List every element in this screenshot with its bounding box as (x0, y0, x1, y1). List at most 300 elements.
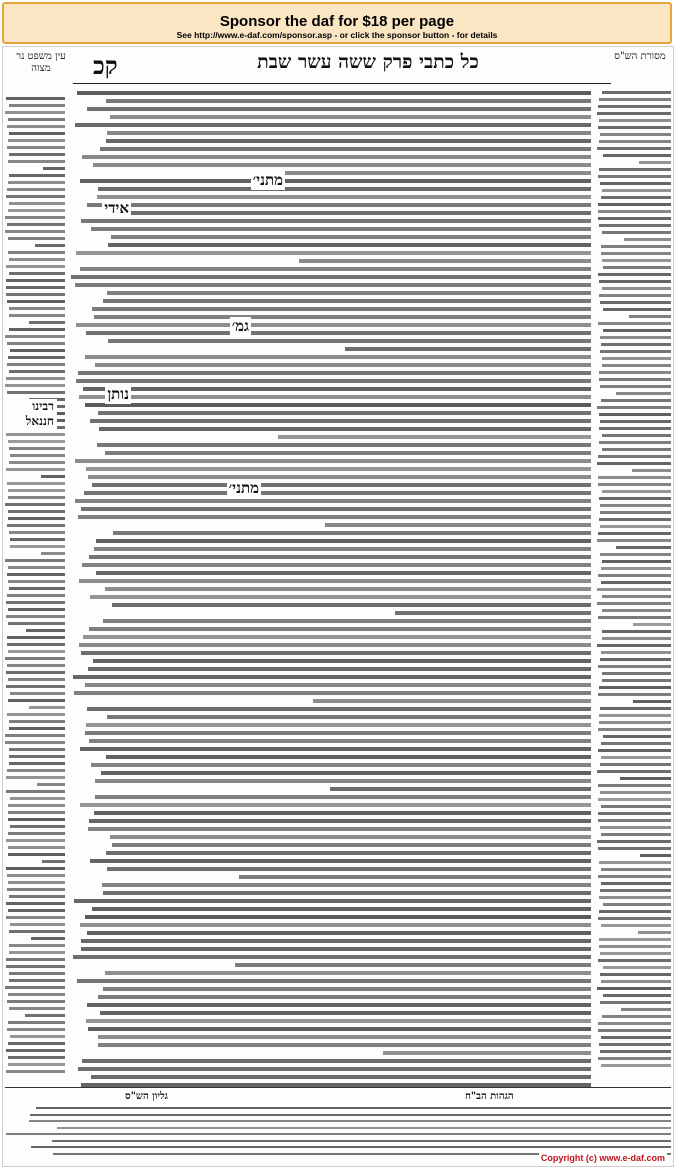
tosafot-keyword: אידי (104, 199, 129, 217)
text-line (325, 523, 591, 527)
text-line (107, 715, 591, 719)
text-line (601, 252, 671, 255)
text-line (89, 555, 591, 559)
text-line (8, 993, 65, 996)
text-line (5, 503, 65, 506)
text-line (8, 440, 65, 443)
text-line (105, 587, 591, 591)
text-line (598, 1029, 671, 1032)
text-line (80, 747, 591, 751)
text-line (597, 770, 671, 773)
text-line (598, 203, 671, 206)
text-line (90, 595, 591, 599)
text-line (85, 731, 591, 735)
text-line (602, 672, 671, 675)
text-line (8, 517, 65, 520)
text-line (78, 371, 591, 375)
text-line (9, 202, 65, 205)
header-rule (73, 83, 611, 84)
text-line (6, 468, 65, 471)
text-line (638, 931, 671, 934)
text-line (101, 771, 591, 775)
text-line (6, 685, 65, 688)
gilyon-hashas-title: גליון הש"ס (125, 1091, 168, 1102)
gemara-keyword: גמ׳ (231, 317, 249, 335)
text-line (239, 875, 591, 879)
text-line (600, 889, 671, 892)
text-line (313, 699, 591, 703)
text-line (94, 811, 591, 815)
text-line (598, 875, 671, 878)
text-line (26, 629, 65, 632)
text-line (395, 611, 591, 615)
text-line (602, 679, 671, 682)
text-line (5, 559, 65, 562)
text-line (598, 917, 671, 920)
text-line (598, 105, 671, 108)
text-line (8, 622, 65, 625)
footer-rule (5, 1087, 671, 1088)
text-line (81, 947, 591, 951)
text-line (598, 574, 671, 577)
sponsor-banner[interactable] (2, 2, 672, 44)
text-line (7, 188, 65, 191)
text-line (602, 189, 671, 192)
text-line (602, 560, 671, 563)
text-line (5, 111, 65, 114)
text-line (599, 497, 671, 500)
text-line (91, 1075, 591, 1079)
text-line (98, 187, 591, 191)
text-line (110, 835, 591, 839)
text-line (6, 279, 65, 282)
text-line (598, 798, 671, 801)
text-line (6, 377, 65, 380)
daf-number: קכ (93, 51, 118, 80)
text-line (6, 916, 65, 919)
text-line (7, 874, 65, 877)
text-line (8, 811, 65, 814)
text-line (8, 678, 65, 681)
text-line (10, 538, 65, 541)
text-line (89, 627, 591, 631)
text-line (601, 924, 671, 927)
text-line (235, 963, 591, 967)
text-line (6, 433, 65, 436)
text-line (600, 504, 671, 507)
text-line (75, 283, 591, 287)
text-line (600, 826, 671, 829)
text-line (10, 545, 65, 548)
text-line (597, 840, 671, 843)
text-line (598, 749, 671, 752)
text-line (600, 133, 671, 136)
text-line (9, 895, 65, 898)
text-line (602, 287, 671, 290)
text-line (602, 1015, 671, 1018)
text-line (599, 441, 671, 444)
text-line (95, 363, 591, 367)
text-line (603, 266, 671, 269)
text-line (10, 349, 65, 352)
text-line (9, 153, 65, 156)
text-line (84, 491, 591, 495)
text-line (31, 937, 65, 940)
text-line (71, 275, 591, 279)
text-line (9, 328, 65, 331)
text-line (598, 126, 671, 129)
text-line (8, 1042, 65, 1045)
text-line (10, 825, 65, 828)
text-line (9, 370, 65, 373)
text-line (86, 467, 591, 471)
text-line (29, 321, 65, 324)
text-line (602, 357, 671, 360)
text-line (8, 608, 65, 611)
text-line (36, 1107, 671, 1109)
text-line (599, 938, 671, 941)
text-line (106, 139, 591, 143)
text-line (103, 299, 591, 303)
text-line (7, 391, 65, 394)
text-line (598, 819, 671, 822)
text-line (76, 379, 591, 383)
text-line (7, 888, 65, 891)
text-line (113, 531, 591, 535)
text-line (106, 99, 591, 103)
text-line (600, 511, 671, 514)
text-line (9, 272, 65, 275)
text-line (600, 350, 671, 353)
text-line (5, 657, 65, 660)
text-line (106, 755, 591, 759)
text-line (98, 1035, 591, 1039)
text-line (35, 244, 65, 247)
text-line (5, 335, 65, 338)
text-line (600, 301, 671, 304)
text-line (107, 867, 591, 871)
text-line (92, 307, 591, 311)
text-line (106, 851, 591, 855)
text-line (112, 843, 591, 847)
text-line (88, 1027, 591, 1031)
ein-mishpat-text-lines (5, 93, 65, 1093)
text-line (7, 664, 65, 667)
text-line (599, 294, 671, 297)
text-line (6, 867, 65, 870)
text-line (8, 1056, 65, 1059)
text-line (73, 675, 591, 679)
text-line (598, 1057, 671, 1060)
text-line (109, 211, 591, 215)
text-line (95, 795, 591, 799)
text-line (41, 475, 65, 478)
text-line (598, 476, 671, 479)
text-line (8, 251, 65, 254)
text-line (52, 1140, 671, 1142)
text-line (621, 1008, 671, 1011)
text-line (87, 203, 591, 207)
footer-text-lines (5, 1105, 671, 1159)
text-line (94, 547, 591, 551)
text-line (74, 899, 591, 903)
text-line (91, 763, 591, 767)
text-line (6, 958, 65, 961)
text-line (9, 951, 66, 954)
mesoret-column (597, 87, 671, 1087)
text-line (7, 223, 65, 226)
text-line (10, 454, 65, 457)
text-line (9, 314, 65, 317)
text-line (8, 160, 65, 163)
text-line (5, 741, 65, 744)
text-line (601, 805, 671, 808)
text-line (597, 588, 671, 591)
text-line (110, 115, 591, 119)
text-line (6, 1133, 671, 1135)
text-line (9, 587, 65, 590)
text-line (83, 387, 591, 391)
text-line (603, 994, 671, 997)
text-line (603, 308, 671, 311)
text-line (383, 1051, 591, 1055)
text-line (29, 1120, 671, 1122)
main-text-column (71, 87, 591, 1087)
text-line (81, 651, 591, 655)
text-line (75, 499, 591, 503)
text-line (598, 217, 671, 220)
text-line (7, 1000, 65, 1003)
text-line (86, 1019, 591, 1023)
text-line (602, 595, 671, 598)
text-line (602, 231, 671, 234)
text-line (600, 182, 671, 185)
text-line (88, 667, 591, 671)
ein-mishpat-label: עין משפט נר מצוה (16, 51, 66, 74)
text-line (598, 665, 672, 668)
text-line (599, 686, 671, 689)
text-line (599, 224, 671, 227)
text-line (603, 329, 671, 332)
text-line (598, 273, 671, 276)
text-line (97, 195, 591, 199)
text-line (601, 651, 671, 654)
text-line (616, 392, 671, 395)
text-line (9, 307, 66, 310)
text-line (6, 97, 65, 100)
text-line (599, 518, 671, 521)
text-line (345, 347, 591, 351)
text-line (597, 112, 671, 115)
text-line (639, 161, 671, 164)
text-line (598, 532, 671, 535)
text-line (599, 1043, 671, 1046)
text-line (599, 98, 671, 101)
sponsor-banner-subtitle[interactable]: See http://www.e-daf.com/sponsor.asp - or click the sponsor button - for details (176, 30, 498, 40)
text-line (82, 1059, 591, 1063)
text-line (41, 552, 65, 555)
text-line (87, 931, 591, 935)
mishnah-keyword: מתני׳ (252, 171, 283, 189)
text-line (90, 859, 591, 863)
text-line (9, 447, 65, 450)
mesoret-text-lines (597, 87, 671, 1087)
text-line (57, 1127, 671, 1129)
text-line (600, 973, 671, 976)
text-line (600, 707, 671, 710)
text-line (6, 615, 65, 618)
text-line (25, 1014, 65, 1017)
text-line (79, 579, 591, 583)
text-line (599, 714, 671, 717)
text-line (5, 384, 65, 387)
text-line (82, 563, 591, 567)
text-line (599, 168, 671, 171)
text-line (7, 146, 65, 149)
text-line (597, 602, 671, 605)
text-line (9, 979, 65, 982)
text-line (6, 671, 65, 674)
text-line (75, 459, 591, 463)
text-line (8, 510, 65, 513)
text-line (9, 762, 65, 765)
text-line (8, 909, 65, 912)
text-line (602, 490, 671, 493)
text-line (597, 644, 671, 647)
text-line (601, 868, 671, 871)
talmud-page (2, 46, 674, 1167)
tosafot-keyword-2: נותן (107, 385, 129, 403)
text-line (632, 469, 671, 472)
text-line (97, 443, 591, 447)
text-line (9, 461, 65, 464)
text-line (8, 853, 65, 856)
text-line (107, 291, 591, 295)
text-line (602, 609, 671, 612)
text-line (73, 955, 591, 959)
text-line (598, 616, 671, 619)
text-line (599, 413, 671, 416)
text-line (601, 581, 671, 584)
text-line (9, 258, 65, 261)
text-line (602, 434, 672, 437)
copyright-notice: Copyright (c) www.e-daf.com (540, 1153, 665, 1163)
text-line (7, 594, 65, 597)
text-line (600, 1050, 671, 1053)
text-line (103, 891, 591, 895)
text-line (601, 833, 671, 836)
text-line (6, 293, 65, 296)
text-line (80, 179, 591, 183)
text-line (8, 1063, 65, 1066)
text-line (8, 566, 65, 569)
text-line (603, 903, 671, 906)
text-line (30, 1114, 671, 1116)
text-line (75, 123, 591, 127)
text-line (108, 339, 591, 343)
text-line (86, 723, 591, 727)
text-line (8, 699, 65, 702)
text-line (5, 734, 65, 737)
text-line (89, 819, 591, 823)
text-line (598, 210, 671, 213)
text-line (7, 636, 65, 639)
text-line (9, 972, 65, 975)
text-line (616, 546, 671, 549)
text-line (600, 553, 671, 556)
text-line (85, 683, 591, 687)
text-line (7, 1028, 65, 1031)
text-line (8, 650, 65, 653)
text-line (74, 691, 591, 695)
text-line (7, 524, 65, 527)
text-line (103, 987, 591, 991)
text-line (9, 930, 65, 933)
text-line (9, 748, 65, 751)
text-line (90, 419, 591, 423)
text-line (6, 902, 65, 905)
text-line (598, 812, 671, 815)
text-line (600, 952, 671, 955)
text-line (76, 323, 591, 327)
text-line (629, 315, 671, 318)
text-line (79, 643, 591, 647)
sponsor-banner-title[interactable]: Sponsor the daf for $18 per page (219, 13, 455, 30)
text-line (111, 235, 591, 239)
text-line (7, 300, 65, 303)
rabbeinu-chananel-heading: רבינו חננאל (5, 399, 57, 429)
text-line (640, 854, 671, 857)
text-line (6, 965, 65, 968)
hagahot-habach-title: הגהות הב"ח (465, 1091, 514, 1102)
text-line (600, 763, 671, 766)
text-line (633, 623, 671, 626)
text-line (599, 140, 671, 143)
text-line (599, 945, 671, 948)
text-line (108, 243, 591, 247)
text-line (88, 827, 591, 831)
text-line (599, 861, 671, 864)
text-line (598, 455, 671, 458)
text-line (8, 818, 65, 821)
text-line (9, 132, 65, 135)
text-line (94, 315, 591, 319)
text-line (597, 987, 671, 990)
text-line (10, 692, 65, 695)
text-line (600, 420, 671, 423)
text-line (601, 756, 671, 759)
text-line (87, 707, 591, 711)
text-line (105, 451, 591, 455)
text-line (597, 539, 671, 542)
text-line (10, 923, 65, 926)
text-line (100, 147, 591, 151)
text-line (598, 728, 671, 731)
text-line (603, 154, 671, 157)
text-line (599, 371, 671, 374)
text-line (77, 91, 591, 95)
text-line (80, 267, 591, 271)
text-line (7, 125, 65, 128)
text-line (87, 107, 591, 111)
text-line (8, 496, 65, 499)
text-line (7, 573, 65, 576)
text-line (601, 567, 671, 570)
text-line (597, 406, 671, 409)
text-line (7, 342, 65, 345)
text-line (29, 706, 65, 709)
text-line (6, 1070, 65, 1073)
